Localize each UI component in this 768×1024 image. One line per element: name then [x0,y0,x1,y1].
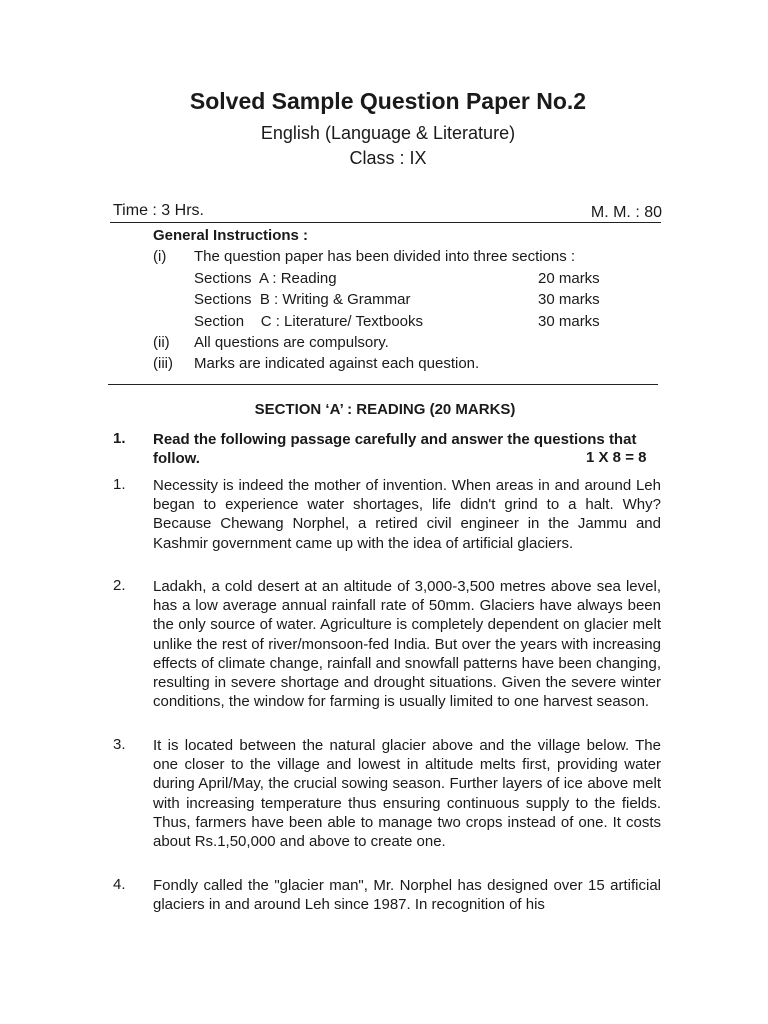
paragraph-number: 4. [113,876,126,893]
section-row [194,291,600,308]
section-row [194,313,600,330]
instruction-number: (iii) [153,355,173,372]
passage-paragraph: It is located between the natural glacier above and the village below. The one closer to the village and lowest in altitude melts first, providing water during April/May, the crucial sowing season. Further layers of ice above melt with increasing temperature thus ensuring continuous supply to the fields. Thus, farmers have been able to manage two crops instead of one. It costs about Rs.1,50,000 and above to create one. [153,737,661,851]
instruction-text: All questions are compulsory. [194,334,389,351]
section-label: Sections A : Reading [194,270,337,287]
instruction-text: The question paper has been divided into three sections : [194,248,576,265]
top-divider [110,222,661,223]
instruction-text: Marks are indicated against each question. [194,355,480,372]
question-text: Read the following passage carefully and answer the questions that follow. [153,431,637,467]
passage-paragraph: Necessity is indeed the mother of invention. When areas in and around Leh began to experience water shortages, life didn't grind to a halt. Why? Because Chewang Norphel, a retired civil engineer in the Jammu and Kashmir government came up with the idea of artificial glaciers. [153,477,661,552]
instructions-divider [108,384,658,385]
question-marks: 1 X 8 = 8 [586,449,647,466]
section-marks: 30 marks [538,313,600,330]
passage-paragraph: Fondly called the "glacier man", Mr. Norphel has designed over 15 artificial glaciers in and around Leh since 1987. In recognition of his [153,877,661,914]
section-marks: 20 marks [538,270,600,287]
instruction-number: (ii) [153,334,170,351]
paragraph-number: 3. [113,736,126,753]
instructions-heading: General Instructions : [153,227,309,244]
section-row [194,270,600,287]
section-marks: 30 marks [538,291,600,308]
paper-subject: English (Language & Literature) [260,123,516,143]
section-label: Section C : Literature/ Textbooks [194,313,424,330]
question-number: 1. [113,430,126,447]
paper-class: Class : IX [349,148,427,168]
paragraph-number: 1. [113,476,126,493]
section-label: Sections B : Writing & Grammar [194,291,411,308]
passage-paragraph: Ladakh, a cold desert at an altitude of 3,000-3,500 metres above sea level, has a low average annual rainfall rate of 50mm. Glaciers have always been the only source of water. Agriculture is completely dependent on glacier melt unlike the rest of river/monsoon-fed India. But over the years with increasing effects of climate change, rainfall and snowfall patterns have been changing, resulting in severe shortage and drought situations. Given the severe winter conditions, the window for farming is usually limited to one harvest season. [153,578,661,711]
section-a-heading: SECTION ‘A’ : READING (20 MARKS) [254,401,516,418]
maximum-marks: M. M. : 80 [590,204,662,221]
instruction-number: (i) [153,248,167,265]
time-allowed: Time : 3 Hrs. [113,202,204,219]
paragraph-number: 2. [113,577,126,594]
paper-title: Solved Sample Question Paper No.2 [189,88,587,114]
